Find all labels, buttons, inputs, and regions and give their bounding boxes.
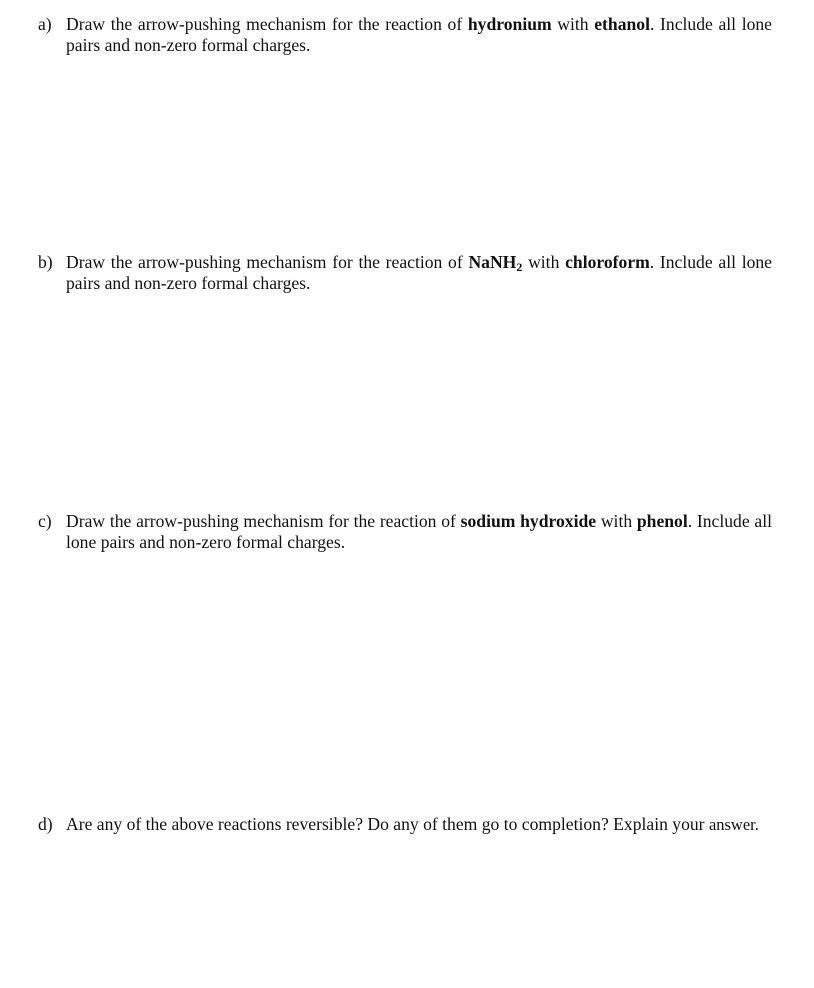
question-d xyxy=(38,814,772,835)
reagent-name: sodium hydroxide xyxy=(460,511,597,531)
question-text-part: . Include all lone pairs and non-zero formal charges. xyxy=(66,511,772,552)
reagent-name: phenol xyxy=(636,511,688,531)
reagent-name: hydronium xyxy=(467,14,552,34)
question-a xyxy=(38,14,772,56)
question-label: c) xyxy=(38,511,52,531)
question-text-part: answer. xyxy=(708,815,759,834)
question-text-part: Draw the arrow-pushing mechanism for the reaction of xyxy=(66,14,468,34)
question-label: b) xyxy=(38,252,53,272)
question-text xyxy=(66,14,772,56)
reagent-formula: NaNH xyxy=(468,252,517,272)
reagent-subscript: 2 xyxy=(516,260,523,274)
question-b xyxy=(38,252,772,294)
question-text xyxy=(66,252,772,294)
question-text-part: with xyxy=(551,14,595,34)
reagent-name: chloroform xyxy=(565,252,650,272)
question-label: a) xyxy=(38,14,52,34)
question-text xyxy=(66,511,772,553)
question-text-part: . Include all lone pairs and non-zero formal charges. xyxy=(66,14,772,55)
question-text-part: Are any of the above reactions reversible? Do any of them go to completion? Explain your xyxy=(66,814,709,834)
question-c xyxy=(38,511,772,553)
question-text-part: Draw the arrow-pushing mechanism for the reaction of xyxy=(66,252,469,272)
question-text-part: with xyxy=(522,252,566,272)
reagent-name: ethanol xyxy=(594,14,650,34)
question-text xyxy=(66,814,772,835)
reagent-name xyxy=(468,252,522,272)
question-label: d) xyxy=(38,814,53,834)
question-text-part: with xyxy=(596,511,637,531)
question-text-part: Draw the arrow-pushing mechanism for the reaction of xyxy=(66,511,461,531)
question-text-part: . Include all lone pairs and non-zero formal charges. xyxy=(66,252,772,293)
